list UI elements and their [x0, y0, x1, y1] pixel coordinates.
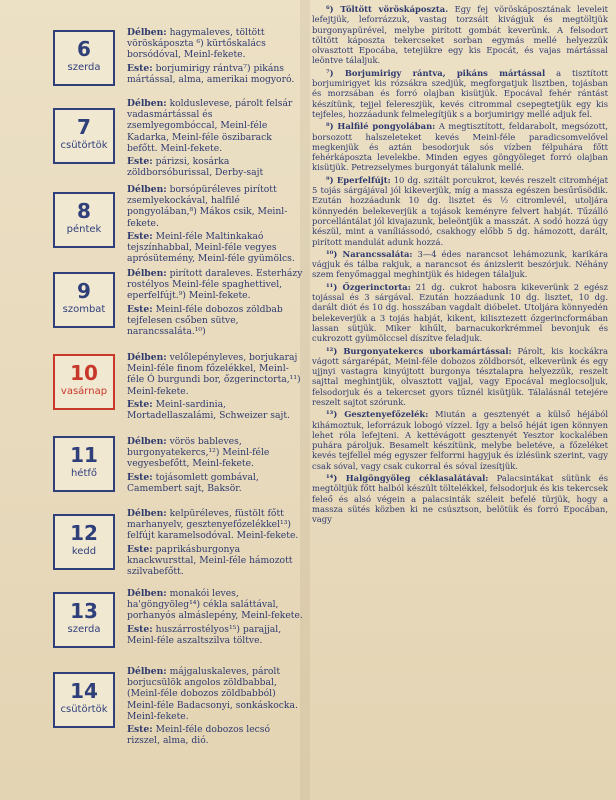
date-number: 11	[70, 443, 98, 467]
date-box	[53, 30, 115, 86]
date-number: 12	[70, 521, 98, 545]
weekday-name: szerda	[67, 624, 101, 635]
weekday-name: csütörtök	[60, 140, 108, 151]
recipe-title: ¹⁴) Halgöngyöleg céklasalátával:	[326, 473, 489, 484]
recipe-title: ¹³) Gesztenyefőzelék:	[326, 409, 429, 420]
recipe-title: ¹²) Burgonyatekercs uborkamártással:	[326, 345, 512, 356]
date-box	[53, 592, 115, 648]
recipe-title: ⁷) Borjumirigy rántva, pikáns mártással	[326, 67, 546, 78]
dinner-text: Meinl-féle Maltinkakaó tejszínhabbal, Meinl-féle vegyes aprósütemény, Meinl-féle gyümölcs.	[127, 230, 295, 265]
lunch-label: Délben:	[127, 184, 167, 195]
dinner-label: Este:	[127, 303, 153, 315]
weekday-name: szombat	[62, 304, 106, 315]
date-number: 13	[70, 599, 98, 623]
dinner-text: Meinl-sardinia, Mortadellaszalámi, Schweizer sajt.	[127, 398, 290, 422]
date-box	[53, 672, 115, 728]
dinner-label: Este:	[127, 724, 153, 736]
dinner-text: tojásomlett gombával, Camembert sajt, Baksör.	[127, 471, 259, 494]
dinner-label: Este:	[127, 62, 153, 74]
lunch-text: kolduslevese, párolt felsár vadasmártással és zsemlyegombóccal, Meinl-féle Kadarka, Meinl-féle öszibarack befőtt. Meinl-fekete.	[127, 98, 293, 154]
recipe-text: 21 dg. cukrot habosra kikeverünk 2 egész tojással és 3 sárgával. Ezután hozzáadunk 10 dg. lisztet, 10 dg. darált diót és 10 dg. hosszában vagdalt dióbelet. Utoljára könnyedén belekeverjük a 3 tojás habját, kikent, kilisztezett őzgerincformában lassan sütjük. Miker kihűlt, barnacukorkrémmel bevonjuk és cukrozott gyümölccsel díszítve feladjuk.	[312, 281, 608, 344]
dinner-label: Este:	[127, 230, 153, 242]
dinner-text: párizsi, kosárka zöldborsóburissal, Derby-sajt	[127, 156, 264, 179]
day-menu	[127, 588, 305, 648]
weekday-name: csütörtök	[60, 704, 108, 715]
lunch-label: Délben:	[127, 508, 167, 519]
recipe-text: a tisztított borjumirigyet kis rózsákra szedjük, megforgatjuk lisztben, tojásban és morzsában és forró olajban kisütjük. Epocával fehér rántást készítünk, tejjel felereszjük, kevés citrommal csepegtetjük egy kis tejfeles, hozzáadunk felmelegítjük s a borjumirigy mellé adjuk fel.	[312, 67, 608, 119]
dinner-text: Meinl-féle dobozos lecsó rizszel, alma, dió.	[127, 724, 271, 747]
date-number: 8	[77, 199, 91, 223]
date-box-holiday	[53, 354, 115, 410]
dinner-label: Este:	[127, 398, 153, 410]
lunch-text: borsópüréleves pirított zsemlyekockával, halfilé pongyolában,⁸) Mákos csik, Meinl-fekete.	[127, 184, 288, 229]
date-number: 9	[77, 279, 91, 303]
recipe-text: A megtisztított, feldarabolt, megsózott, borsozott halszeleteket kevés Meinl-féle paradicsomvelővel megkenjük és aztán besodorjuk sós vízben félpuhára főtt fehérkáposzta levelekbe. Minden egyes göngyöleget forró olajban kisütjük. Petrezselymes burgonyát tálalunk mellé.	[312, 121, 608, 173]
date-number: 6	[77, 37, 91, 61]
recipe-title: ⁹) Eperfelfújt:	[326, 174, 391, 185]
dinner-text: huszárrostélyos¹⁵) parajjal, Meinl-féle aszaltszilva töltve.	[127, 623, 282, 646]
lunch-label: Délben:	[127, 98, 167, 109]
day-menu	[127, 98, 305, 180]
day-menu	[127, 436, 305, 496]
dinner-label: Este:	[127, 623, 153, 635]
recipe-title: ⁸) Halfilé pongyolában:	[326, 121, 436, 132]
date-box	[53, 108, 115, 164]
dinner-text: paprikásburgonya knackwursttal, Meinl-féle hámozott szilvabefőtt.	[127, 543, 293, 578]
lunch-text: májgaluskaleves, párolt borjucsülök angolos zöldbabbal, (Meinl-féle dobozos zöldbabból) Meinl-féle Badacsonyi, sonkáskocka. Meinl-fekete.	[127, 666, 298, 722]
recipes-column	[312, 4, 608, 798]
date-box	[53, 192, 115, 248]
recipe-text: Párolt, kis kockákra vágott sárgarépát, Meinl-féle dobozos zöldborsót, elkeverünk és egy ujjnyi vastagra kinyújtott burgonya tésztalapra helyezzük, reszelt sajttal meghintjük, olvasztott vajjal, vagy Epocával meglocsoljuk, felsodorjuk és a tekercset gyors tűznél kisütjük. Tálalásnál tetejére reszelt sajtot szórunk.	[312, 345, 608, 407]
lunch-text: kelpüréleves, füstölt főtt marhanyelv, gesztenyefőzelékkel¹³) felfújt karamelsodóval. Meinl-fekete.	[127, 508, 299, 542]
recipe	[312, 282, 608, 344]
lunch-text: vörös bableves, burgonyatekercs,¹²) Meinl-féle vegyesbefőtt, Meinl-fekete.	[127, 436, 270, 470]
weekday-name: vasárnap	[60, 386, 108, 397]
recipe	[312, 175, 608, 247]
recipe	[312, 121, 608, 172]
day-menu	[127, 184, 305, 266]
recipe-text: Egy fej vöröskáposztának leveleit lefejtjük, leforrázzuk, vastag torzsáit kivágjuk és megtöltjük burgonyapürével, melybe pirított gombát keverünk. A felsodort töltött káposzta tekercseket sorban egymás mellé helyezzük olvasztott Epocába, tetejükre egy kis Epocát, és vajas mártással leöntve tálaljuk.	[312, 4, 608, 66]
dinner-label: Este:	[127, 543, 153, 555]
date-box	[53, 436, 115, 492]
lunch-label: Délben:	[127, 268, 167, 279]
recipe-text: 3—4 édes narancsot lehámozunk, karikára vágjuk és tálba rakjuk, a narancsot és ánizslerit beszórjuk. Néhány szem fenyőmaggal meghintjük és hidegen tálaljuk.	[312, 248, 608, 280]
lunch-label: Délben:	[127, 27, 167, 38]
recipe	[312, 473, 608, 524]
recipe-text: Miután a gesztenyét a külső héjából kihámoztuk, leforrázuk lobogó vízzel. Így a belső héját igen könnyen lehet róla lefejteni. A kettévágott gesztenyét Yesztor kockalében puhára pároljuk. Besamelt készítünk, melybe beletéve, a főzeléket kevés tejfellel még egyszer felforrni hagyjuk és ízlésünk szerint, vagy csak sóval, vagy csak cukorral és sóval ízesítjük.	[312, 409, 608, 471]
day-menu	[127, 508, 305, 579]
recipe	[312, 249, 608, 280]
lunch-label: Délben:	[127, 588, 167, 599]
dinner-label: Este:	[127, 471, 153, 483]
weekday-name: péntek	[66, 224, 102, 235]
recipe	[312, 4, 608, 66]
dinner-text: Meinl-féle dobozos zöldbab tejfelesen csőben sütve, narancssaláta.¹⁰)	[127, 303, 283, 338]
lunch-label: Délben:	[127, 666, 167, 677]
lunch-label: Délben:	[127, 436, 167, 447]
lunch-text: velőlepényleves, borjukaraj Meinl-féle finom főzelékkel, Meinl-féle Ó burgundi bor, őzgerinctorta,¹¹) Meinl-fekete.	[127, 352, 301, 397]
date-number: 14	[70, 679, 98, 703]
date-number: 10	[70, 361, 98, 385]
date-box	[53, 272, 115, 328]
recipe-text: 10 dg. szitált porcukrot, kevés reszelt citromhéjat 5 tojás sárgájával jól kikeverjük, míg a massza egészen besűrűsödik. Ezután hozzáadunk 10 dg. lisztet és ½ citromlevél, utoljára könnyedén belekeverjük a tojások keményre felvert habját. Tűzálló porcellántálat jól kivajazunk, beleöntjük a masszát. A sodó hozzá úgy készül, mint a vaníliássodó, csakhogy előbb 5 dg. hámozott, darált, pirított mandulát adunk hozzá.	[312, 174, 608, 247]
date-box	[53, 514, 115, 570]
weekday-name: kedd	[71, 546, 97, 557]
lunch-text: pirított daraleves. Esterházy rostélyos Meinl-féle spaghettivel, eperfelfújt.⁹) Meinl-fekete.	[127, 268, 303, 302]
dinner-label: Este:	[127, 156, 153, 168]
recipe-title: ¹¹) Őzgerinctorta:	[326, 281, 411, 292]
recipe	[312, 68, 608, 119]
recipe-text: Palacsintákat sütünk és megtöltjük főtt halból készült töltelékkel, felsodorjuk és kis tekercsek feleő és alsó végein a palacsinták széleit befelé türjük, hogy a massza sütés közben ki ne csúsztson, belötük és forró Epocában, vagy	[312, 473, 608, 525]
recipe-title: ¹⁰) Narancssaláta:	[326, 248, 413, 259]
lunch-label: Délben:	[127, 352, 167, 363]
day-menu	[127, 27, 305, 87]
day-menu	[127, 352, 305, 423]
dinner-text: borjumirigy rántva⁷) pikáns mártással, alma, amerikai mogyoró.	[127, 62, 295, 85]
weekly-menu-column	[0, 0, 306, 800]
weekday-name: hétfő	[70, 468, 98, 479]
recipe-title: ⁶) Töltött vöröskáposzta.	[326, 4, 449, 14]
lunch-text: hagymaleves, töltött vöröskáposzta ⁶) kürtőskalács borsódóval, Meinl-fekete.	[127, 27, 266, 61]
weekday-name: szerda	[67, 62, 101, 73]
date-number: 7	[77, 115, 91, 139]
recipe	[312, 409, 608, 471]
recipe	[312, 346, 608, 408]
lunch-text: monakói leves, ha'göngyöleg¹⁴) cékla saláttával, porhanyós almáslepény, Meinl-fekete.	[127, 588, 303, 622]
day-menu	[127, 666, 305, 748]
day-menu	[127, 268, 305, 339]
